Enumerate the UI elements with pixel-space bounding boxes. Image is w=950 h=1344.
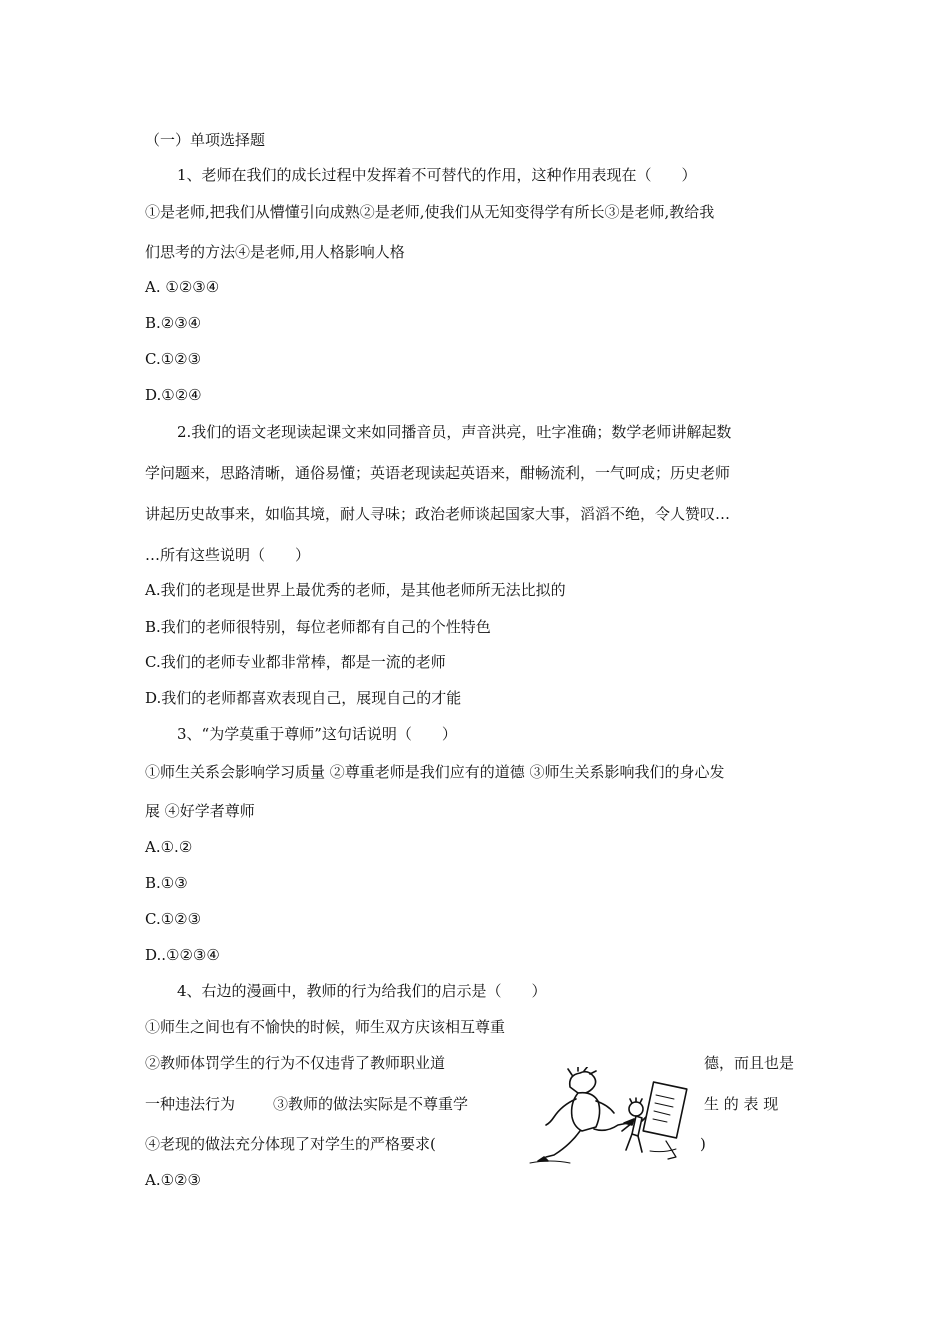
- question-4-option-a: A.①②③: [145, 1171, 201, 1189]
- question-4-statement-4-left: ④老现的做法充分体现了对学生的严格要求(: [145, 1135, 436, 1153]
- section-title: （一）单项选择题: [145, 131, 266, 149]
- question-1-option-b: B.②③④: [145, 314, 202, 332]
- question-3-option-b: B.①③: [145, 874, 188, 892]
- question-4-statement-3-mid: ③教师的做法实际是不尊重学: [273, 1095, 469, 1113]
- question-4-statement-3-right: 生 的 表 现: [704, 1095, 779, 1113]
- question-4-statement-2-right: 德，而且也是: [704, 1054, 795, 1072]
- question-1-statements-line-2: 们思考的方法④是老师,用人格影响人格: [145, 243, 405, 261]
- question-2-stem-line-1: 2.我们的语文老现读起课文来如同播音员，声音洪亮，吐字准确；数学老师讲解起数: [177, 423, 732, 441]
- question-2-option-a: A.我们的老现是世界上最优秀的老师，是其他老师所无法比拟的: [145, 581, 566, 599]
- question-3-option-a: A.①.②: [145, 838, 193, 856]
- question-3-statements-line-1: ①师生关系会影响学习质量 ②尊重老师是我们应有的道德 ③师生关系影响我们的身心发: [145, 763, 725, 781]
- question-4-statement-1: ①师生之间也有不愉快的时候，师生双方庆该相互尊重: [145, 1018, 506, 1036]
- question-3-option-d: D..①②③④: [145, 946, 220, 964]
- question-1-statements-line-1: ①是老师,把我们从懵懂引向成熟②是老师,使我们从无知变得学有所长③是老师,教给我: [145, 203, 715, 221]
- teacher-cartoon-illustration: [520, 1067, 696, 1171]
- question-3-option-c: C.①②③: [145, 910, 202, 928]
- question-4-statement-2-left: ②教师体罚学生的行为不仅违背了教师职业道: [145, 1054, 446, 1072]
- question-2-option-d: D.我们的老师都喜欢表现自己，展现自己的才能: [145, 689, 462, 707]
- question-4-statement-4-right: ): [700, 1135, 706, 1153]
- question-4-stem: 4、右边的漫画中，教师的行为给我们的启示是（ ）: [177, 982, 547, 1000]
- question-1-option-c: C.①②③: [145, 350, 202, 368]
- question-2-stem-line-2: 学问题来，思路清晰，通俗易懂；英语老现读起英语来，酣畅流利，一气呵成；历史老师: [145, 464, 731, 482]
- question-1-stem: 1、老师在我们的成长过程中发挥着不可替代的作用，这种作用表现在（ ）: [177, 166, 697, 184]
- question-3-stem: 3、“为学莫重于尊师”这句话说明（ ）: [177, 725, 457, 743]
- question-4-statement-3-left: 一种违法行为: [145, 1095, 236, 1113]
- question-2-stem-line-4: …所有这些说明（ ）: [145, 546, 311, 564]
- question-2-option-b: B.我们的老师很特别，每位老师都有自己的个性特色: [145, 618, 491, 636]
- question-3-statements-line-2: 展 ④好学者尊师: [145, 802, 255, 820]
- question-2-option-c: C.我们的老师专业都非常棒，都是一流的老师: [145, 653, 446, 671]
- question-1-option-a: A. ①②③④: [145, 278, 220, 296]
- question-2-stem-line-3: 讲起历史故事来，如临其境，耐人寻味；政治老师谈起国家大事，滔滔不绝，令人赞叹…: [145, 505, 731, 523]
- question-1-option-d: D.①②④: [145, 386, 202, 404]
